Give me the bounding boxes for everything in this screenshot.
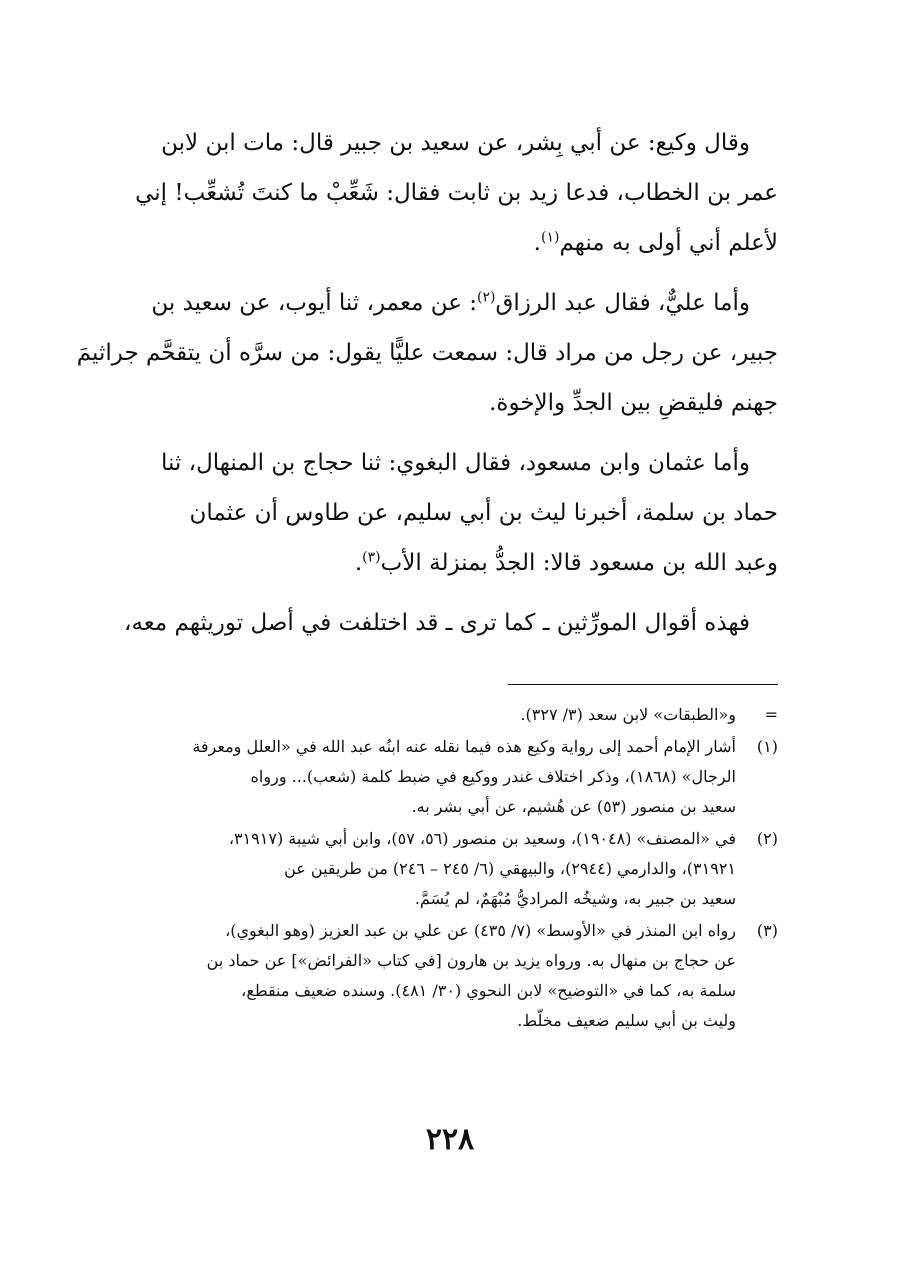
footnote-number: (١) [756, 737, 778, 756]
footnote-2 [122, 824, 778, 914]
footnote-line: عن حجاج بن منهال به. ورواه يزيد بن هارون [في كتاب «الفرائض»] عن حماد بن [206, 951, 736, 970]
footnote-1 [122, 732, 778, 822]
footnote-ref-1[interactable]: (١) [540, 229, 560, 246]
footnote-3 [122, 916, 778, 1036]
footnotes [122, 700, 778, 1038]
footnote-line: رواه ابن المنذر في «الأوسط» (٧/ ٤٣٥) عن علي بن عبد العزيز (وهو البغوي)، [225, 921, 736, 940]
footnote-line: سعيد بن منصور (٥٣) عن هُشيم، عن أبي بشر به. [411, 797, 736, 816]
text-line [122, 538, 778, 588]
footnote-separator [508, 684, 778, 685]
footnote-line: أشار الإمام أحمد إلى رواية وكيع هذه فيما نقله عنه ابنُه عبد الله في «العلل ومعرفة [192, 737, 736, 756]
paragraph-summary [122, 598, 778, 648]
footnote-line: سلمة به، كما في «التوضيح» لابن النحوي (٣٠/ ٤٨١). وسنده ضعيف منقطع، [241, 981, 736, 1000]
text-line: جبير، عن رجل من مراد قال: سمعت عليًّا يقول: من سرَّه أن يتقحَّم جراثيمَ [76, 340, 778, 366]
page-number: ٢٢٨ [425, 1122, 475, 1157]
text-segment: : عن معمر، ثنا أيوب، عن سعيد بن [151, 290, 477, 316]
text-segment: . [533, 230, 541, 256]
text-line [122, 218, 778, 268]
footnote-line: سعيد بن جبير به، وشيخُه المراديُّ مُبْهَمٌ، لم يُسَمَّ. [414, 889, 736, 908]
footnote-line: في «المصنف» (١٩٠٤٨)، وسعيد بن منصور (٥٦، ٥٧)، وابن أبي شيبة (٣١٩١٧، [228, 829, 736, 848]
footnote-line: الرجال» (١٨٦٨)، وذكر اختلاف غندر ووكيع في ضبط كلمة (شعب)... ورواه [250, 767, 736, 786]
text-line [122, 278, 778, 328]
footnote-number: (٢) [756, 829, 778, 848]
main-text [76, 118, 778, 658]
text-segment: . [354, 550, 363, 576]
paragraph-waki [122, 118, 778, 268]
footnote-number: (٣) [756, 921, 778, 940]
text-line: حماد بن سلمة، أخبرنا ليث بن أبي سليم، عن طاوس أن عثمان [189, 500, 778, 526]
text-line: عمر بن الخطاب، فدعا زيد بن ثابت فقال: شَعِّبْ ما كنتَ تُشعِّب! إني [135, 180, 778, 206]
footnote-line: وليث بن أبي سليم ضعيف مخلّط. [517, 1011, 736, 1030]
text-line: فهذه أقوال المورِّثين ـ كما ترى ـ قد اختلفت في أصل توريثهم معه، [124, 610, 750, 636]
paragraph-ali [76, 278, 778, 428]
text-segment: وأما عليٌّ، فقال عبد الرزاق [495, 290, 750, 316]
footnote-ref-3[interactable]: (٣) [362, 549, 381, 566]
footnote-line: و«الطبقات» لابن سعد (٣/ ٣٢٧). [520, 705, 736, 724]
text-line: وقال وكيع: عن أبي بِشر، عن سعيد بن جبير قال: مات ابن لابن [161, 130, 750, 156]
footnote-ref-2[interactable]: (٢) [477, 289, 496, 306]
text-line: جهنم فليقضِ بين الجدِّ والإخوة. [489, 390, 778, 416]
paragraph-uthman [122, 438, 778, 588]
footnote-number: = [764, 705, 778, 724]
text-segment: لأعلم أني أولى به منهم [559, 230, 778, 256]
footnote-line: ٣١٩٢١)، والدارمي (٢٩٤٤)، والبيهقي (٦/ ٢٤٥ – ٢٤٦) من طريقين عن [284, 859, 736, 878]
text-segment: وعبد الله بن مسعود قالا: الجدُّ بمنزلة الأب [380, 550, 778, 576]
footnote-continuation [122, 700, 778, 730]
text-line: وأما عثمان وابن مسعود، فقال البغوي: ثنا حجاج بن المنهال، ثنا [160, 450, 750, 476]
